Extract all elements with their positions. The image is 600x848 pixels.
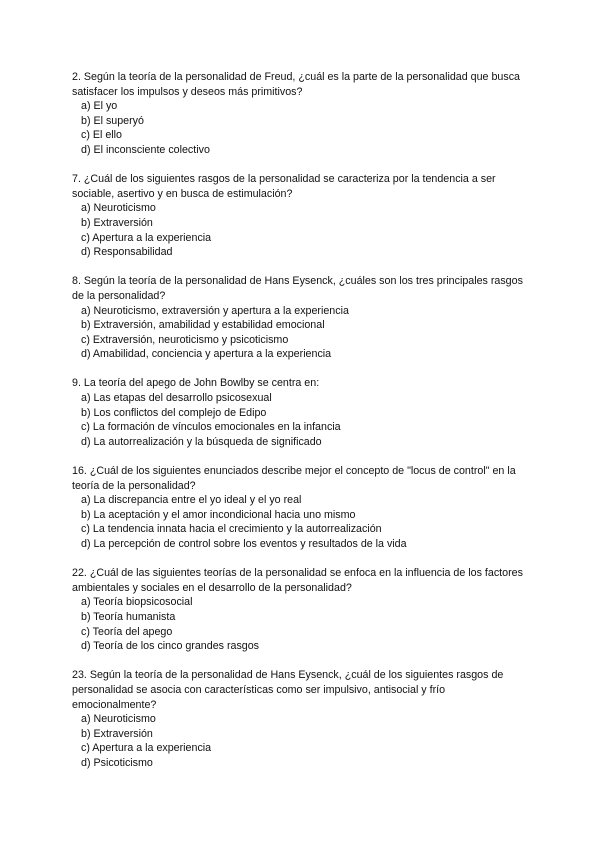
answer-option-d: d) Psicoticismo bbox=[81, 756, 153, 769]
answer-option-b: b) Los conflictos del complejo de Edipo bbox=[81, 406, 267, 419]
answer-option-c: c) La tendencia innata hacia el crecimiento y la autorrealización bbox=[81, 523, 382, 536]
answer-options bbox=[72, 201, 532, 259]
question-text: 16. ¿Cuál de los siguientes enunciados describe mejor el concepto de "locus de control" en la teoría de la personalidad? bbox=[72, 465, 516, 492]
answer-option-a: a) Neuroticismo, extraversión y apertura a la experiencia bbox=[81, 304, 349, 317]
question-text: 7. ¿Cuál de los siguientes rasgos de la personalidad se caracteriza por la tendencia a ser sociable, asertivo y en busca de estimulación? bbox=[72, 173, 496, 200]
answer-option-a: a) Neuroticismo bbox=[81, 202, 156, 215]
answer-option-b: b) Extraversión bbox=[81, 727, 153, 740]
answer-option-d: d) El inconsciente colectivo bbox=[81, 143, 210, 156]
document-page bbox=[72, 70, 532, 785]
answer-option-c: c) La formación de vínculos emocionales en la infancia bbox=[81, 421, 341, 434]
question-text: 2. Según la teoría de la personalidad de Freud, ¿cuál es la parte de la personalidad que busca satisfacer los impulsos y deseos más primitivos? bbox=[72, 71, 520, 98]
answer-option-a: a) El yo bbox=[81, 100, 118, 113]
answer-option-b: b) Extraversión bbox=[81, 216, 153, 229]
answer-options bbox=[72, 304, 532, 362]
answer-options bbox=[72, 712, 532, 770]
answer-option-b: b) Extraversión, amabilidad y estabilidad emocional bbox=[81, 319, 325, 332]
question-block bbox=[72, 566, 532, 654]
answer-options bbox=[72, 493, 532, 551]
answer-option-c: c) Teoría del apego bbox=[81, 625, 173, 638]
answer-option-a: a) La discrepancia entre el yo ideal y el yo real bbox=[81, 494, 302, 507]
answer-option-d: d) Teoría de los cinco grandes rasgos bbox=[81, 640, 260, 653]
question-block bbox=[72, 376, 532, 449]
answer-option-a: a) Neuroticismo bbox=[81, 713, 156, 726]
question-text: 23. Según la teoría de la personalidad de Hans Eysenck, ¿cuál de los siguientes rasgos de personalidad se asocia con características como ser impulsivo, antisocial y frío emocionalmente? bbox=[72, 669, 504, 711]
question-block bbox=[72, 668, 532, 770]
question-text: 9. La teoría del apego de John Bowlby se centra en: bbox=[72, 377, 320, 390]
answer-option-b: b) El superyó bbox=[81, 114, 144, 127]
answer-option-a: a) Las etapas del desarrollo psicosexual bbox=[81, 392, 272, 405]
answer-option-d: d) Amabilidad, conciencia y apertura a la experiencia bbox=[81, 348, 332, 361]
question-block bbox=[72, 274, 532, 362]
answer-option-d: d) Responsabilidad bbox=[81, 246, 173, 259]
question-block bbox=[72, 172, 532, 260]
answer-option-c: c) El ello bbox=[81, 129, 122, 142]
answer-option-d: d) La autorrealización y la búsqueda de significado bbox=[81, 435, 322, 448]
answer-option-c: c) Apertura a la experiencia bbox=[81, 231, 212, 244]
answer-options bbox=[72, 391, 532, 449]
question-block bbox=[72, 70, 532, 158]
question-text: 22. ¿Cuál de las siguientes teorías de la personalidad se enfoca en la influencia de los factores ambientales y sociales en el desarrollo de la personalidad? bbox=[72, 567, 523, 594]
answer-option-a: a) Teoría biopsicosocial bbox=[81, 596, 193, 609]
answer-options bbox=[72, 99, 532, 157]
answer-option-b: b) La aceptación y el amor incondicional hacia uno mismo bbox=[81, 508, 356, 521]
answer-option-c: c) Apertura a la experiencia bbox=[81, 742, 212, 755]
question-text: 8. Según la teoría de la personalidad de Hans Eysenck, ¿cuáles son los tres principales rasgos de la personalidad? bbox=[72, 275, 523, 302]
answer-option-d: d) La percepción de control sobre los eventos y resultados de la vida bbox=[81, 538, 407, 550]
answer-options bbox=[72, 595, 532, 653]
question-block bbox=[72, 464, 532, 552]
answer-option-c: c) Extraversión, neuroticismo y psicoticismo bbox=[81, 333, 289, 346]
answer-option-b: b) Teoría humanista bbox=[81, 610, 176, 623]
